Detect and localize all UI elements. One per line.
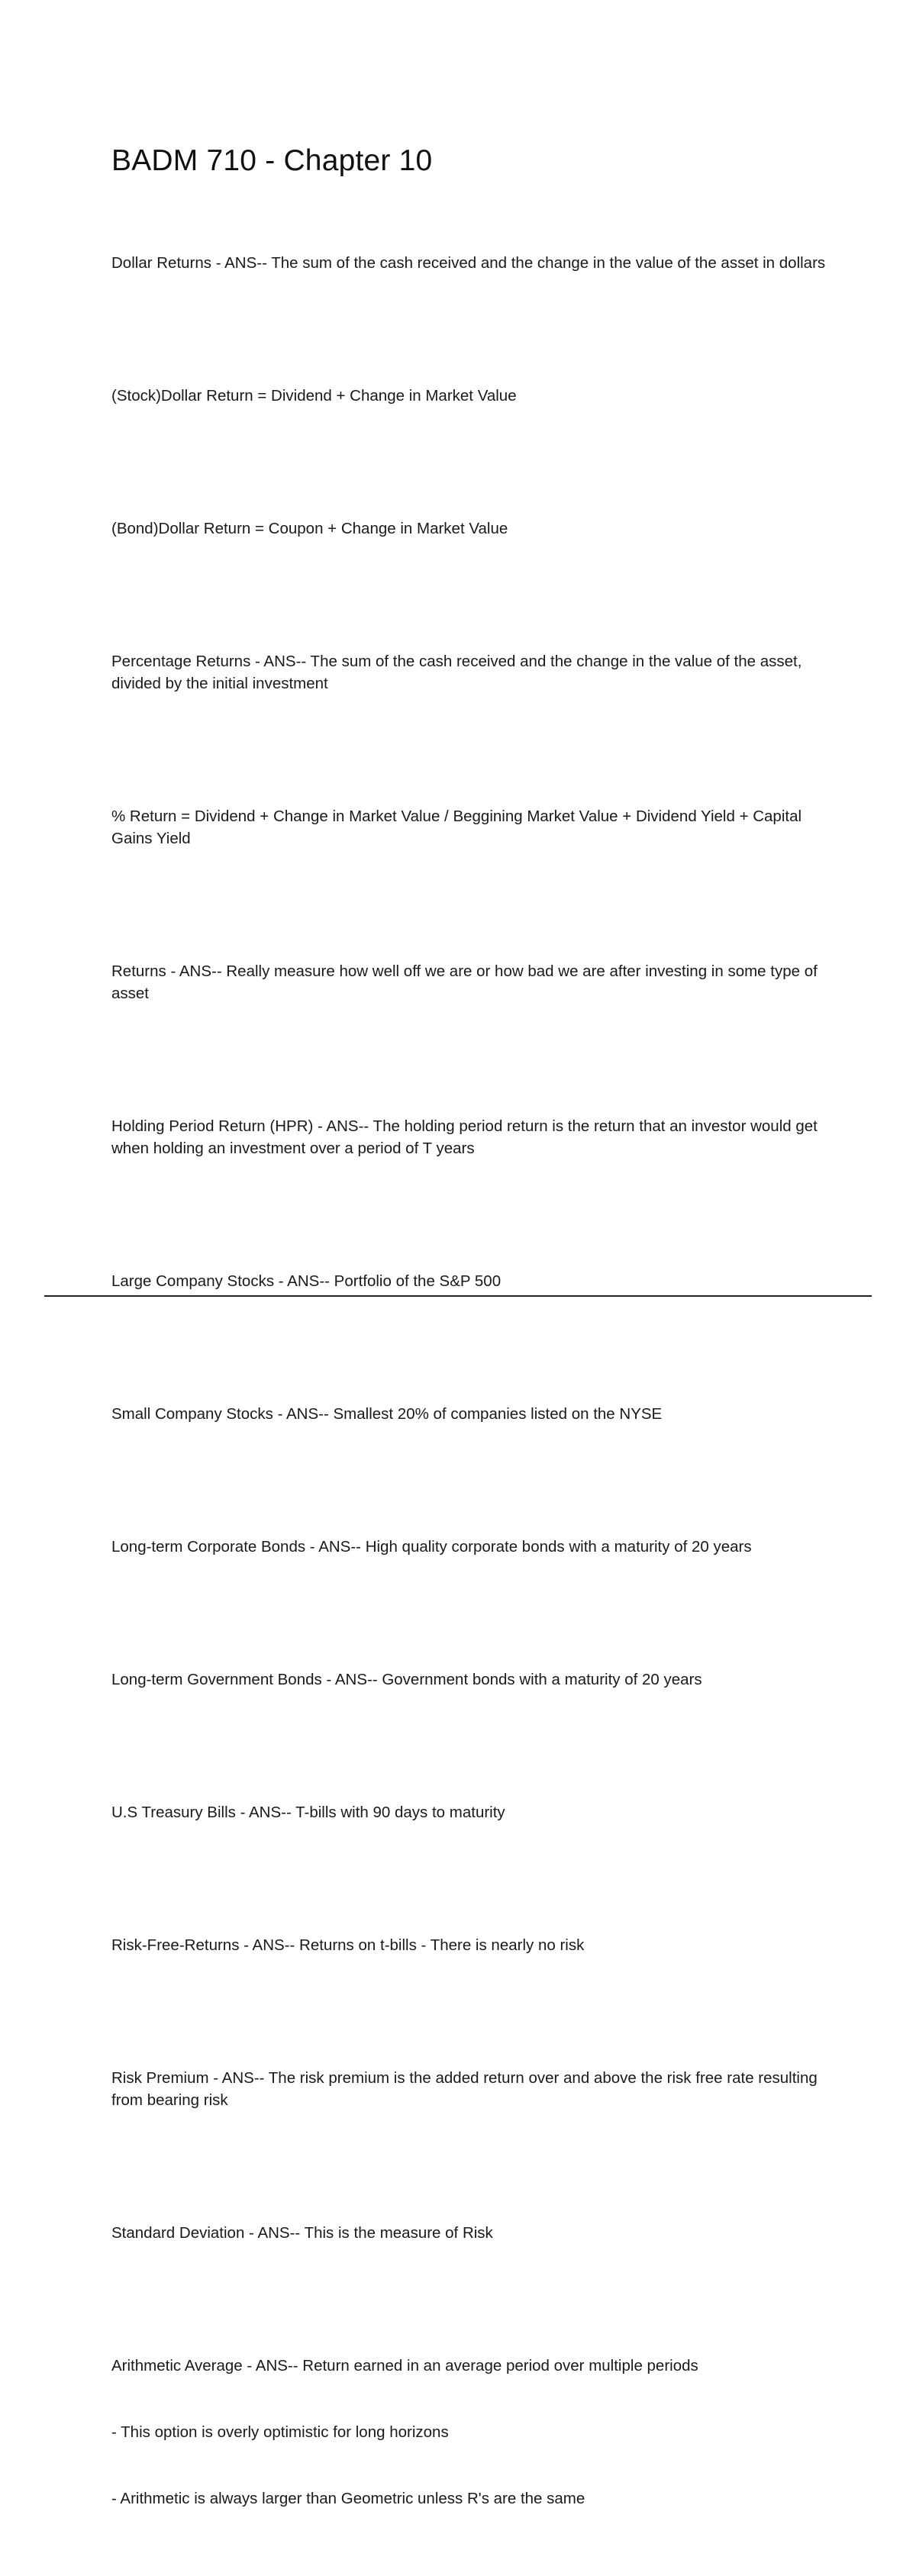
entry-line: Small Company Stocks - ANS-- Smallest 20% of companies listed on the NYSE: [111, 1405, 663, 1423]
entry-stock-dollar-return: [111, 340, 844, 451]
entry-line: (Bond)Dollar Return = Coupon + Change in Market Value: [111, 520, 508, 537]
entry-holding-period-return: [111, 1071, 844, 1204]
entry-line: Holding Period Return (HPR) - ANS-- The holding period return is the return that an investor would get when holding an investment over a period of T years: [111, 1117, 822, 1157]
entry-line: Standard Deviation - ANS-- This is the measure of Risk: [111, 2224, 493, 2242]
document-page: [111, 142, 844, 2576]
entry-list: [111, 208, 844, 2554]
entry-line: Long-term Government Bonds - ANS-- Government bonds with a maturity of 20 years: [111, 1671, 702, 1688]
entry-line: Risk Premium - ANS-- The risk premium is the added return over and above the risk free rate resulting from bearing risk: [111, 2069, 822, 2109]
entry-risk-free-returns: [111, 1890, 844, 2001]
entry-line: Large Company Stocks - ANS-- Portfolio of the S&P 500: [111, 1272, 502, 1290]
entry-risk-premium: [111, 2023, 844, 2155]
entry-percent-return-formula: [111, 761, 844, 894]
entry-dollar-returns: [111, 208, 844, 318]
entry-line: % Return = Dividend + Change in Market Value / Beggining Market Value + Dividend Yield + Capital Gains Yield: [111, 808, 806, 847]
entry-standard-deviation: [111, 2178, 844, 2288]
entry-line: - Arithmetic is always larger than Geometric unless R's are the same: [111, 2490, 585, 2507]
entry-line: Returns - ANS-- Really measure how well off we are or how bad we are after investing in some type of asset: [111, 962, 822, 1002]
entry-long-term-corporate-bonds: [111, 1491, 844, 1602]
entry-percentage-returns: [111, 606, 844, 739]
entry-line: Dollar Returns - ANS-- The sum of the cash received and the change in the value of the asset in dollars: [111, 254, 826, 272]
entry-line: Risk-Free-Returns - ANS-- Returns on t-bills - There is nearly no risk: [111, 1936, 585, 1954]
entry-long-term-government-bonds: [111, 1624, 844, 1735]
entry-line: U.S Treasury Bills - ANS-- T-bills with 90 days to maturity: [111, 1804, 505, 1821]
entry-arithmetic-average: [111, 2310, 844, 2554]
entry-line: Long-term Corporate Bonds - ANS-- High quality corporate bonds with a maturity of 20 years: [111, 1538, 752, 1556]
entry-bond-dollar-return: [111, 473, 844, 584]
entry-line: - This option is overly optimistic for long horizons: [111, 2423, 449, 2441]
entry-line: Arithmetic Average - ANS-- Return earned in an average period over multiple periods: [111, 2357, 698, 2374]
entry-large-company-stocks: [111, 1226, 844, 1336]
page-bottom-divider: [44, 1295, 872, 1297]
document-title: BADM 710 - Chapter 10: [111, 144, 433, 177]
entry-line: (Stock)Dollar Return = Dividend + Change in Market Value: [111, 387, 517, 405]
entry-returns: [111, 916, 844, 1049]
entry-small-company-stocks: [111, 1359, 844, 1469]
entry-us-treasury-bills: [111, 1757, 844, 1868]
entry-line: Percentage Returns - ANS-- The sum of the cash received and the change in the value of the asset, divided by the initial investment: [111, 653, 807, 692]
